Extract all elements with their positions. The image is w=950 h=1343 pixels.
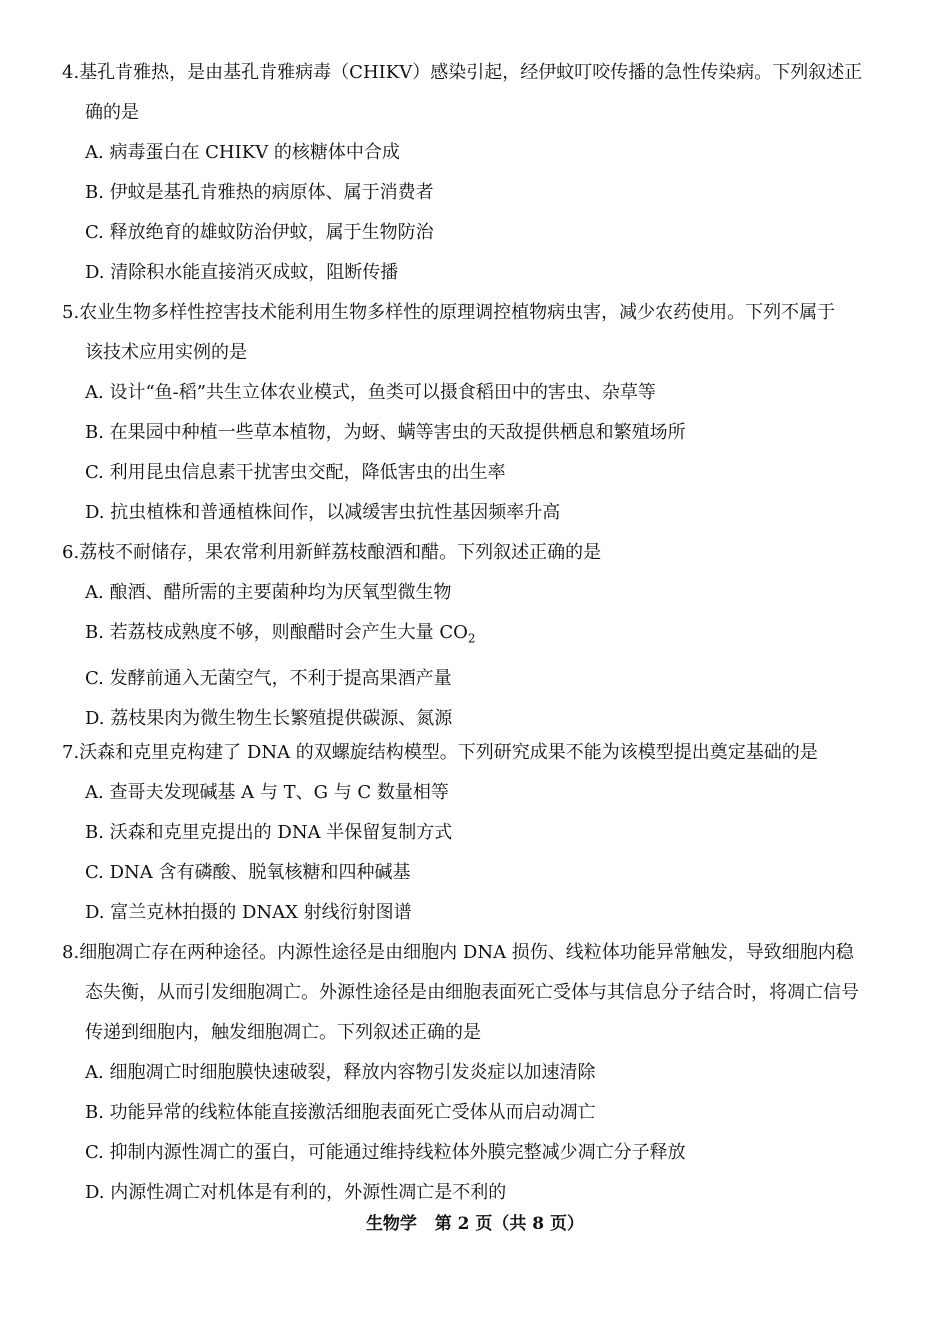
option-b: B. 若荔枝成熟度不够，则酿醋时会产生大量 $CO_2$ <box>85 622 476 646</box>
option-a: A. 细胞凋亡时细胞膜快速破裂，释放内容物引发炎症以加速清除 <box>85 1062 596 1083</box>
footer-page-info: 第 2 页（共 8 页） <box>434 1214 585 1234</box>
stem-line: 传递到细胞内，触发细胞凋亡。下列叙述正确的是 <box>85 1022 481 1043</box>
stem-line: 态失衡，从而引发细胞凋亡。外源性途径是由细胞表面死亡受体与其信息分子结合时，将凋亡信号 <box>85 982 859 1003</box>
option-c: C. 利用昆虫信息素干扰害虫交配，降低害虫的出生率 <box>85 462 506 483</box>
question-number: 6. <box>62 542 80 563</box>
question-7 <box>62 733 892 933</box>
stem-line: 沃森和克里克构建了 DNA 的双螺旋结构模型。下列研究成果不能为该模型提出奠定基础的是 <box>79 742 818 763</box>
stem-line: 细胞凋亡存在两种途径。内源性途径是由细胞内 DNA 损伤、线粒体功能异常触发，导致细胞内稳 <box>79 942 854 963</box>
stem-line: 该技术应用实例的是 <box>85 342 247 363</box>
option-c: C. DNA 含有磷酸、脱氧核糖和四种碱基 <box>85 862 411 883</box>
question-stem <box>62 293 892 373</box>
option-c: C. 释放绝育的雄蚊防治伊蚊，属于生物防治 <box>85 222 434 243</box>
option-b: B. 功能异常的线粒体能直接激活细胞表面死亡受体从而启动凋亡 <box>85 1102 596 1123</box>
option-d: D. 清除积水能直接消灭成蚊，阻断传播 <box>85 262 399 283</box>
footer-subject: 生物学 <box>365 1214 417 1234</box>
stem-line: 荔枝不耐储存，果农常利用新鲜荔枝酿酒和醋。下列叙述正确的是 <box>79 542 602 563</box>
option-d: D. 内源性凋亡对机体是有利的，外源性凋亡是不利的 <box>85 1182 507 1203</box>
option-d: D. 荔枝果肉为微生物生长繁殖提供碳源、氮源 <box>85 707 453 729</box>
question-5 <box>62 293 892 533</box>
option-d: D. 抗虫植株和普通植株间作，以减缓害虫抗性基因频率升高 <box>85 502 561 523</box>
question-number: 4. <box>62 62 80 83</box>
question-stem <box>62 53 892 133</box>
stem-line: 农业生物多样性控害技术能利用生物多样性的原理调控植物病虫害，减少农药使用。下列不属于 <box>79 302 836 323</box>
option-b: B. 沃森和克里克提出的 DNA 半保留复制方式 <box>85 822 453 843</box>
option-a: A. 查哥夫发现碱基 A 与 T、G 与 C 数量相等 <box>85 782 449 803</box>
question-6 <box>62 533 892 739</box>
stem-line: 基孔肯雅热，是由基孔肯雅病毒（CHIKV）感染引起，经伊蚊叮咬传播的急性传染病。下列叙述正 <box>79 62 863 83</box>
option-b: B. 伊蚊是基孔肯雅热的病原体、属于消费者 <box>85 182 434 203</box>
page-footer <box>0 1212 950 1236</box>
question-stem <box>62 933 892 1053</box>
option-a: A. 设计“鱼-稻”共生立体农业模式，鱼类可以摄食稻田中的害虫、杂草等 <box>85 382 656 403</box>
option-c: C. 抑制内源性凋亡的蛋白，可能通过维持线粒体外膜完整减少凋亡分子释放 <box>85 1142 686 1163</box>
stem-line: 确的是 <box>85 102 139 123</box>
option-c: C. 发酵前通入无菌空气，不利于提高果酒产量 <box>85 667 452 689</box>
question-number: 8. <box>62 942 80 963</box>
question-stem <box>62 733 892 773</box>
question-number: 5. <box>62 302 80 323</box>
option-a: A. 酿酒、醋所需的主要菌种均为厌氧型微生物 <box>85 582 452 603</box>
question-stem <box>62 533 892 573</box>
option-a: A. 病毒蛋白在 CHIKV 的核糖体中合成 <box>85 142 400 163</box>
option-d: D. 富兰克林拍摄的 DNAX 射线衍射图谱 <box>85 902 412 923</box>
option-b: B. 在果园中种植一些草本植物，为蚜、螨等害虫的天敌提供栖息和繁殖场所 <box>85 422 686 443</box>
question-4 <box>62 53 892 293</box>
co2-subscript: 2 <box>467 631 476 646</box>
question-number: 7. <box>62 742 80 763</box>
question-8 <box>62 933 892 1213</box>
